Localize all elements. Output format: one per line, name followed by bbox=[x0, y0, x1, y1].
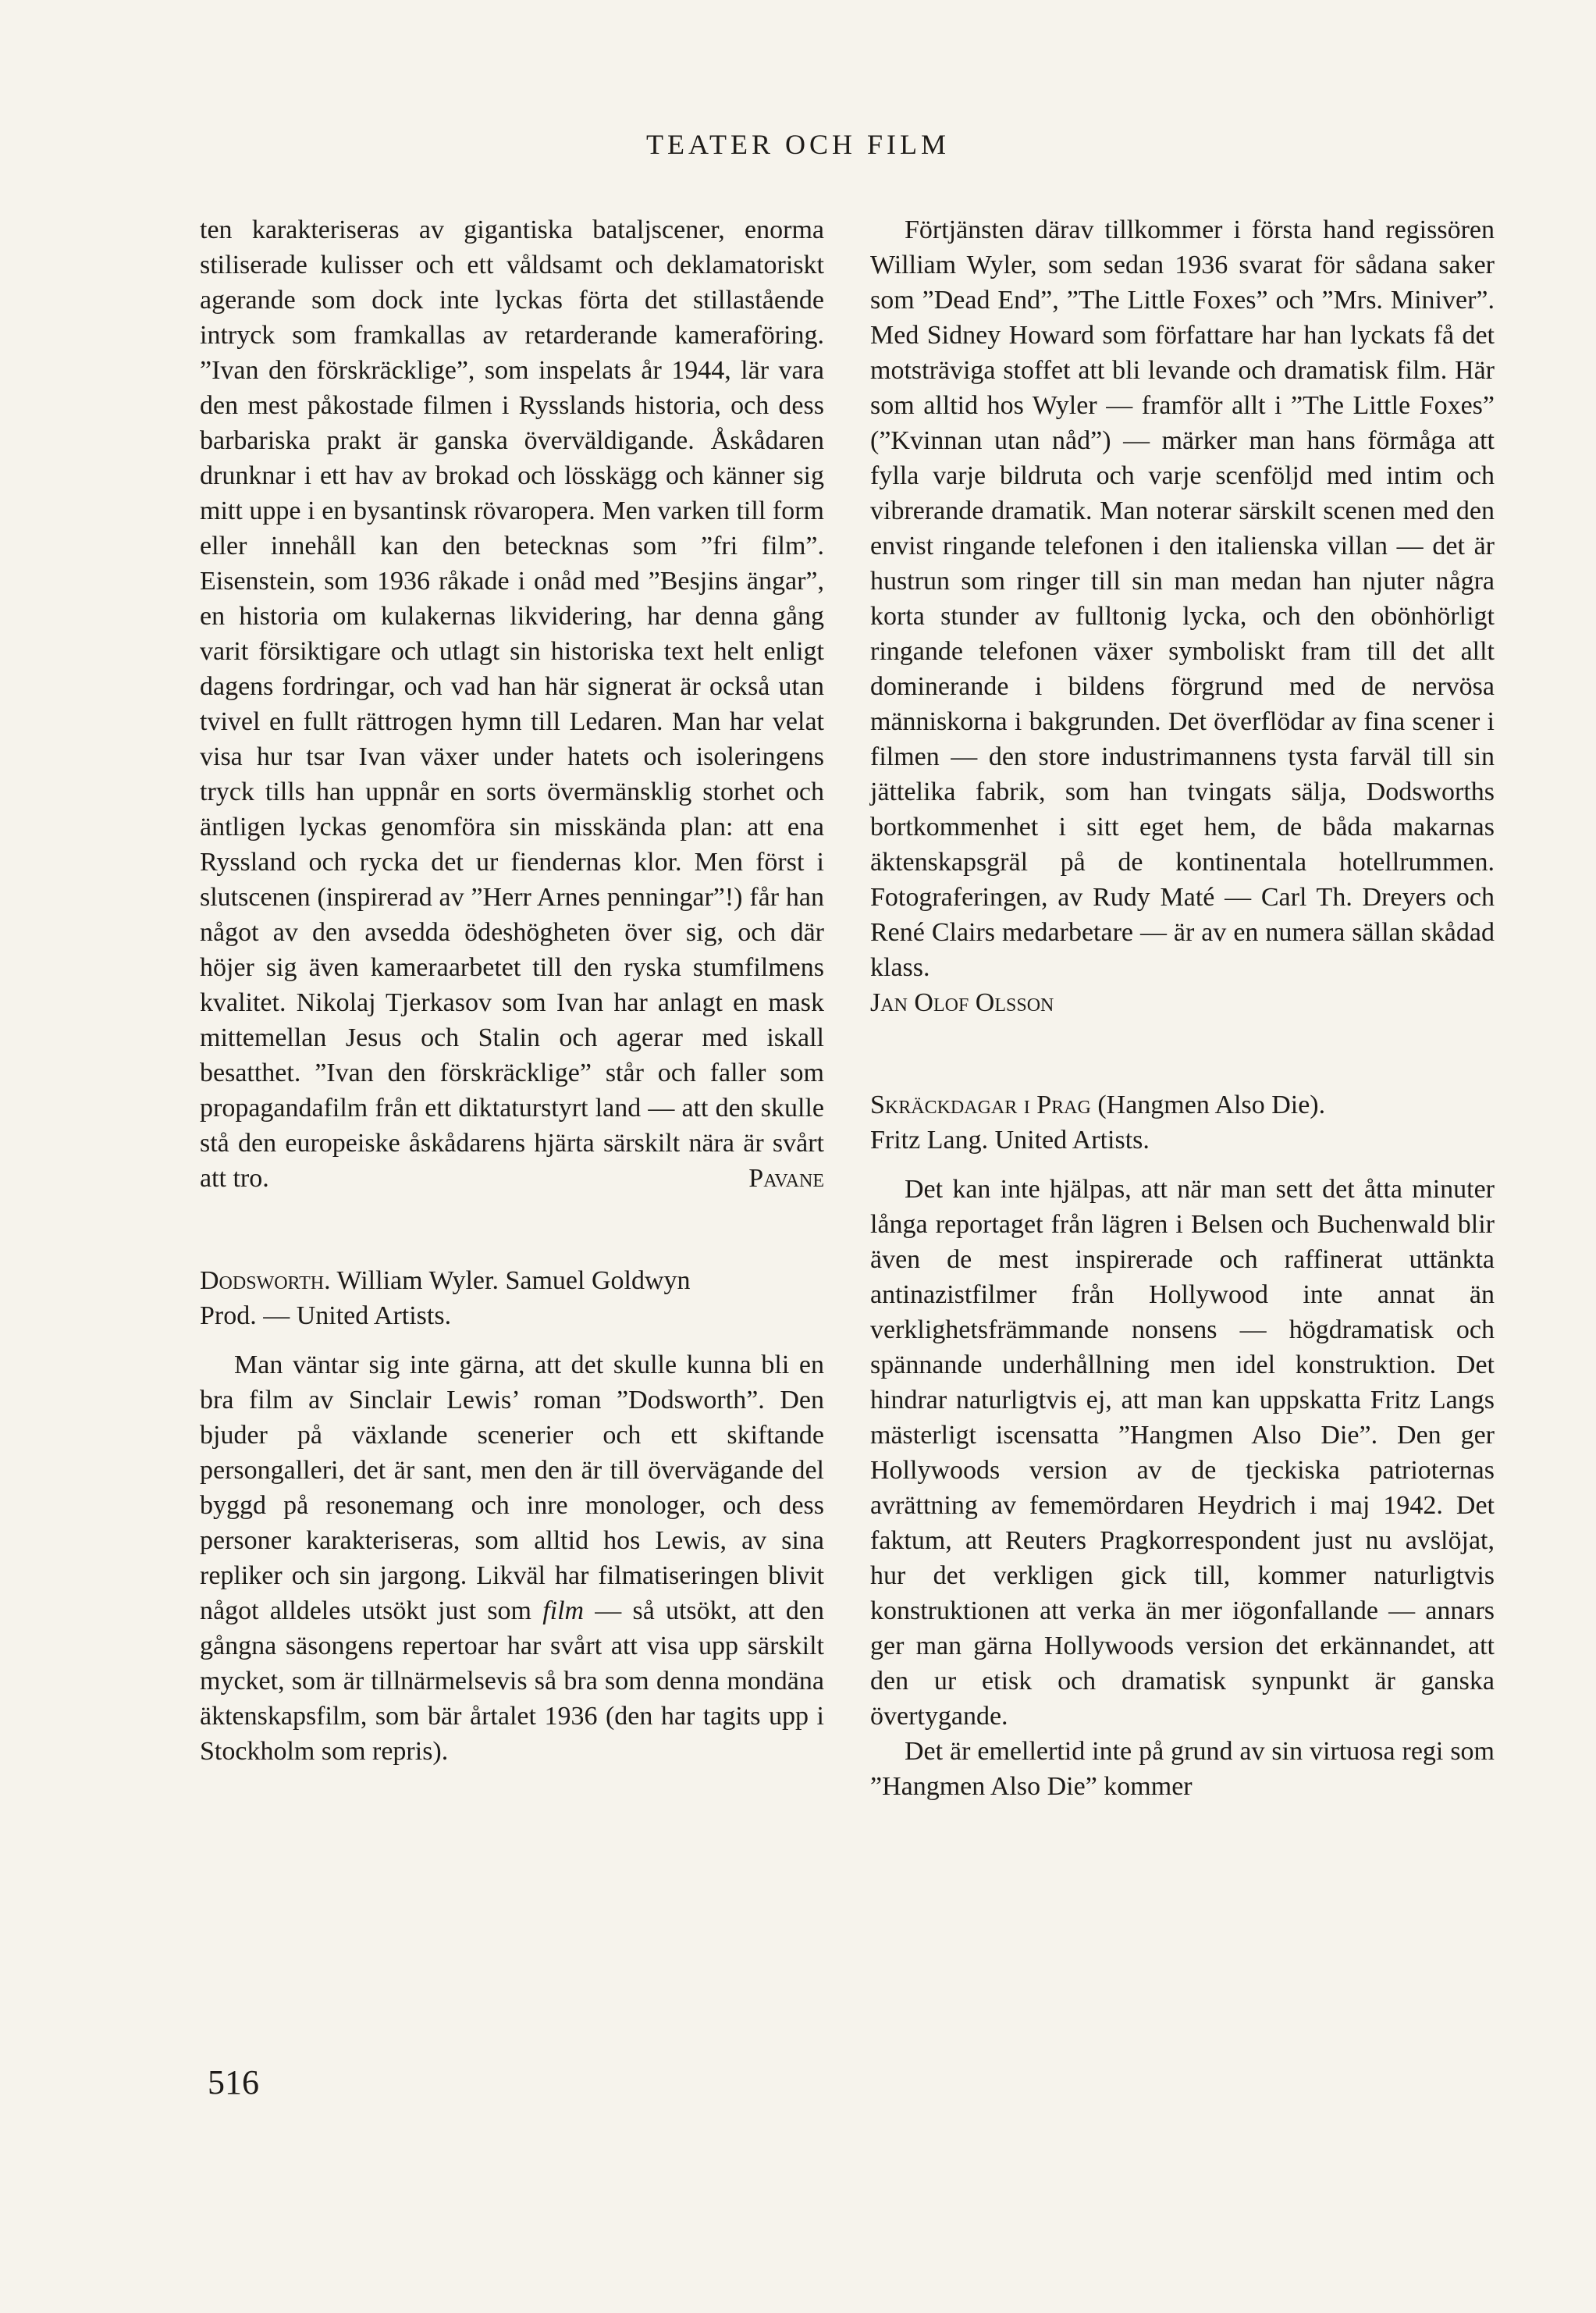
page-number: 516 bbox=[208, 2063, 259, 2101]
left-column bbox=[200, 212, 824, 1769]
dodsworth-p1-italic: film bbox=[542, 1596, 585, 1625]
dodsworth-paragraph-1 bbox=[200, 1347, 824, 1769]
dodsworth-credits-line-1: William Wyler. Samuel Goldwyn bbox=[336, 1266, 691, 1295]
hangmen-credits-line-2: Fritz Lang. United Artists. bbox=[870, 1126, 1150, 1155]
hangmen-paragraph-1: Det kan inte hjälpas, att när man sett det åtta minuter långa reportaget från lägren i Belsen och Buchenwald blir även de mest inspirerade och raffinerat uttänkta antinazistfilmer från Hollywood inte annat än verklighetsfrämmande nonsens — högdramatisk och spännande underhållning men idel konstruktion. Det hindrar naturligtvis ej, att man kan uppskatta Fritz Langs mästerligt iscensatta ”Hangmen Also Die”. Den ger Hollywoods version av de tjeckiska patrioternas avrättning av fememördaren Heydrich i maj 1942. Det faktum, att Reuters Pragkorrespondent just nu avslöjat, hur det verkligen gick till, kommer naturligtvis konstruktionen att verka än mer iögonfallande — annars ger man gärna Hollywoods version det erkännandet, att den ur etisk och dramatisk synpunkt är ganska övertygande. bbox=[870, 1175, 1495, 1731]
heading-gap bbox=[870, 1158, 1495, 1172]
dodsworth-p1-part-2: — så utsökt, att den gångna säsongens repertoar har svårt att visa upp särskilt mycket, som är tillnärmelsevis så bra som denna mondäna äktenskapsfilm, som bär årtalet 1936 (den har tagits upp i Stockholm som repris). bbox=[200, 1596, 825, 1766]
hangmen-paragraph-2: Det är emellertid inte på grund av sin virtuosa regi som ”Hangmen Also Die” kommer bbox=[870, 1737, 1495, 1801]
hangmen-credits-line-1: (Hangmen Also Die). bbox=[1097, 1091, 1326, 1119]
right-column bbox=[870, 212, 1495, 1804]
dodsworth-credits-line-2: Prod. — United Artists. bbox=[200, 1301, 452, 1330]
dodsworth-title: Dodsworth. bbox=[200, 1266, 331, 1295]
dodsworth-signature: Jan Olof Olsson bbox=[870, 988, 1054, 1017]
dodsworth-heading bbox=[200, 1263, 824, 1298]
section-gap bbox=[870, 1020, 1495, 1087]
section-gap bbox=[200, 1196, 824, 1263]
dodsworth-p1-part-1: Man väntar sig inte gärna, att det skulle kunna bli en bra film av Sinclair Lewis’ roman ”Dodsworth”. Den bjuder på växlande scenerier och ett skiftande persongalleri, det är sant, men den är till övervägande del byggd på resonemang och inre monologer, och dess personer karakteriseras, som alltid hos Lewis, av sina repliker och sin jargong. Likväl har filmatiseringen blivit något alldeles utsökt just som bbox=[200, 1350, 824, 1625]
hangmen-heading bbox=[870, 1087, 1495, 1123]
hangmen-title: Skräckdagar i Prag bbox=[870, 1091, 1091, 1119]
review-ivan-text: ten karakteriseras av gigantiska bataljscener, enorma stiliserade kulisser och ett våldsamt och deklamatoriskt agerande som dock inte lyckas förta det stillastående intryck som framkallas av retarderande kameraföring. ”Ivan den förskräcklige”, som inspelats år 1944, lär vara den mest påkostade filmen i Rysslands historia, och dess barbariska prakt är ganska överväldigande. Åskådaren drunknar i ett hav av brokad och lösskägg och känner sig mitt uppe i en bysantinsk rövaropera. Men varken till form eller innehåll kan den betecknas som ”fri film”. Eisenstein, som 1936 råkade i onåd med ”Besjins ängar”, en historia om kulakernas likvidering, har denna gång varit försiktigare och utlagt sin historiska text helt enligt dagens fordringar, och vad han här signerat är också utan tvivel en fullt rättrogen hymn till Ledaren. Man har velat visa hur tsar Ivan växer under hatets och isoleringens tryck tills han uppnår en sorts övermänsklig storhet och äntligen lyckas genomföra sin misskända plan: att ena Ryssland och rycka det ur fiendernas klor. Men först i slutscenen (inspirerad av ”Herr Arnes penningar”!) får han något av den avsedda ödeshögheten över sig, och där höjer sig även kameraarbetet till den ryska stumfilmens kvalitet. Nikolaj Tjerkasov som Ivan har anlagt en mask mittemellan Jesus och Stalin och agerar med iskall besatthet. ”Ivan den förskräcklige” står och faller som propagandafilm från ett diktaturstyrt land — att den skulle stå den europeiske åskådarens hjärta särskilt nära är svårt att tro. bbox=[200, 215, 824, 1193]
review-ivan-signature: Pavane bbox=[748, 1164, 824, 1193]
running-header: TEATER OCH FILM bbox=[646, 129, 950, 160]
heading-gap bbox=[200, 1333, 824, 1347]
review-ivan-paragraph bbox=[200, 212, 824, 1196]
dodsworth-paragraph-2: Förtjänsten därav tillkommer i första hand regissören William Wyler, som sedan 1936 svarat för sådana saker som ”Dead End”, ”The Little Foxes” och ”Mrs. Miniver”. Med Sidney Howard som författare har han lyckats få det motsträviga stoffet att bli levande och dramatisk film. Här som alltid hos Wyler — framför allt i ”The Little Foxes” (”Kvinnan utan nåd”) — märker man hans förmåga att fylla varje bildruta och varje scenföljd med intim och vibrerande dramatik. Man noterar särskilt scenen med den envist ringande telefonen i den italienska villan — det är hustrun som ringer till sin man medan han njuter några korta stunder av fulltonig lycka, och den obönhörligt ringande telefonen växer symboliskt fram till det allt dominerande i bildens förgrund med de nervösa människorna i bakgrunden. Det överflödar av fina scener i filmen — den store industrimannens tysta farväl till sin jättelika fabrik, som han tvingats sälja, Dodsworths bortkommenhet i sitt eget hem, de båda makarnas äktenskapsgräl på de kontinentala hotellrummen. Fotograferingen, av Rudy Maté — Carl Th. Dreyers och René Clairs medarbetare — är av en numera sällan skådad klass. bbox=[870, 215, 1495, 982]
